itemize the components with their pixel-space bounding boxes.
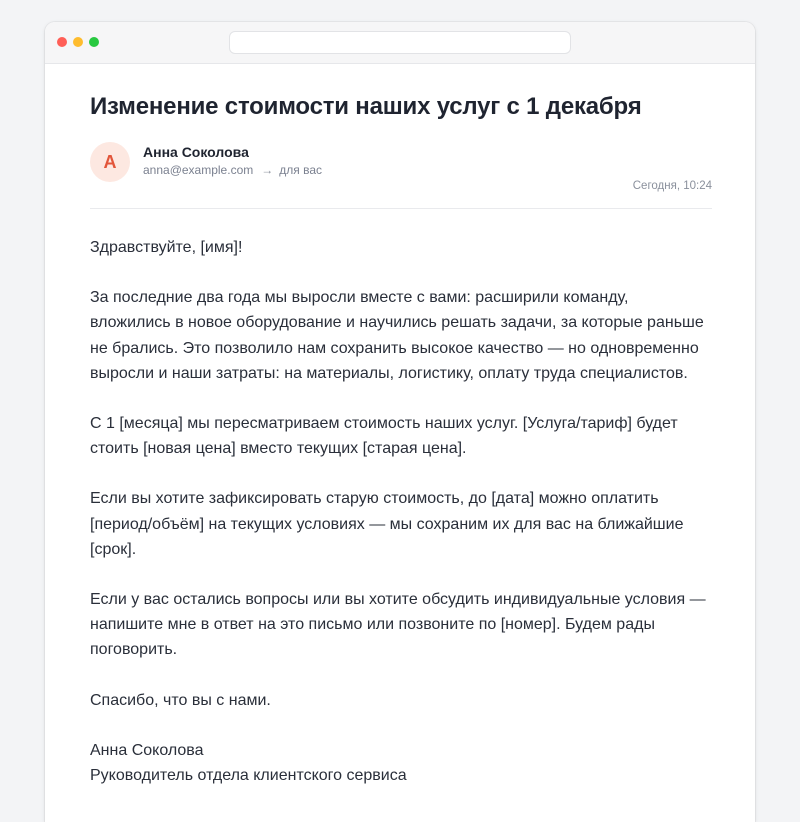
paragraph-greeting: Здравствуйте, [имя]! (90, 239, 243, 256)
email-body (90, 235, 712, 788)
paragraph: С 1 [месяца] мы пересматриваем стоимость наших услуг. [Услуга/тариф] будет стоить [новая цена] вместо текущих [старая цена]. (90, 415, 678, 458)
sender-name[interactable]: Анна Соколова (143, 144, 249, 160)
sender-email[interactable]: anna@example.com (143, 163, 254, 177)
timestamp: Сегодня, 10:24 (632, 180, 712, 192)
sender-address-line (143, 163, 322, 177)
signature (90, 738, 712, 788)
paragraph: За последние два года мы выросли вместе с вами: расширили команду, вложились в новое оборудование и научились решать задачи, за которые раньше не брались. Это позволило нам сохранить высокое качество — но одновременно выросли и наши затраты: на материалы, логистику, оплату труда специалистов. (90, 289, 704, 382)
browser-window (45, 22, 755, 822)
avatar: А (90, 142, 130, 182)
title-bar (45, 22, 755, 64)
paragraph-closing: Спасибо, что вы с нами. (90, 691, 271, 709)
email-subject: Изменение стоимости наших услуг с 1 декабря (90, 93, 642, 120)
sender-header (90, 138, 712, 209)
email-view (90, 64, 712, 788)
maximize-window-button[interactable] (89, 37, 99, 47)
address-bar[interactable] (229, 31, 571, 54)
paragraph: Если вы хотите зафиксировать старую стоимость, до [дата] можно оплатить [период/объём] на текущих условиях — мы сохраним их для вас на ближайшие [срок]. (90, 490, 684, 558)
signature-title: Руководитель отдела клиентского сервиса (90, 767, 407, 785)
arrow-right-icon: → (261, 163, 274, 177)
minimize-window-button[interactable] (73, 37, 83, 47)
close-window-button[interactable] (57, 37, 67, 47)
recipient-label[interactable]: для вас (279, 163, 322, 177)
paragraph: Если у вас остались вопросы или вы хотите обсудить индивидуальные условия — напишите мне в ответ на это письмо или позвоните по [номер]. Будем рады поговорить. (90, 591, 706, 659)
signature-name: Анна Соколова (90, 741, 204, 759)
